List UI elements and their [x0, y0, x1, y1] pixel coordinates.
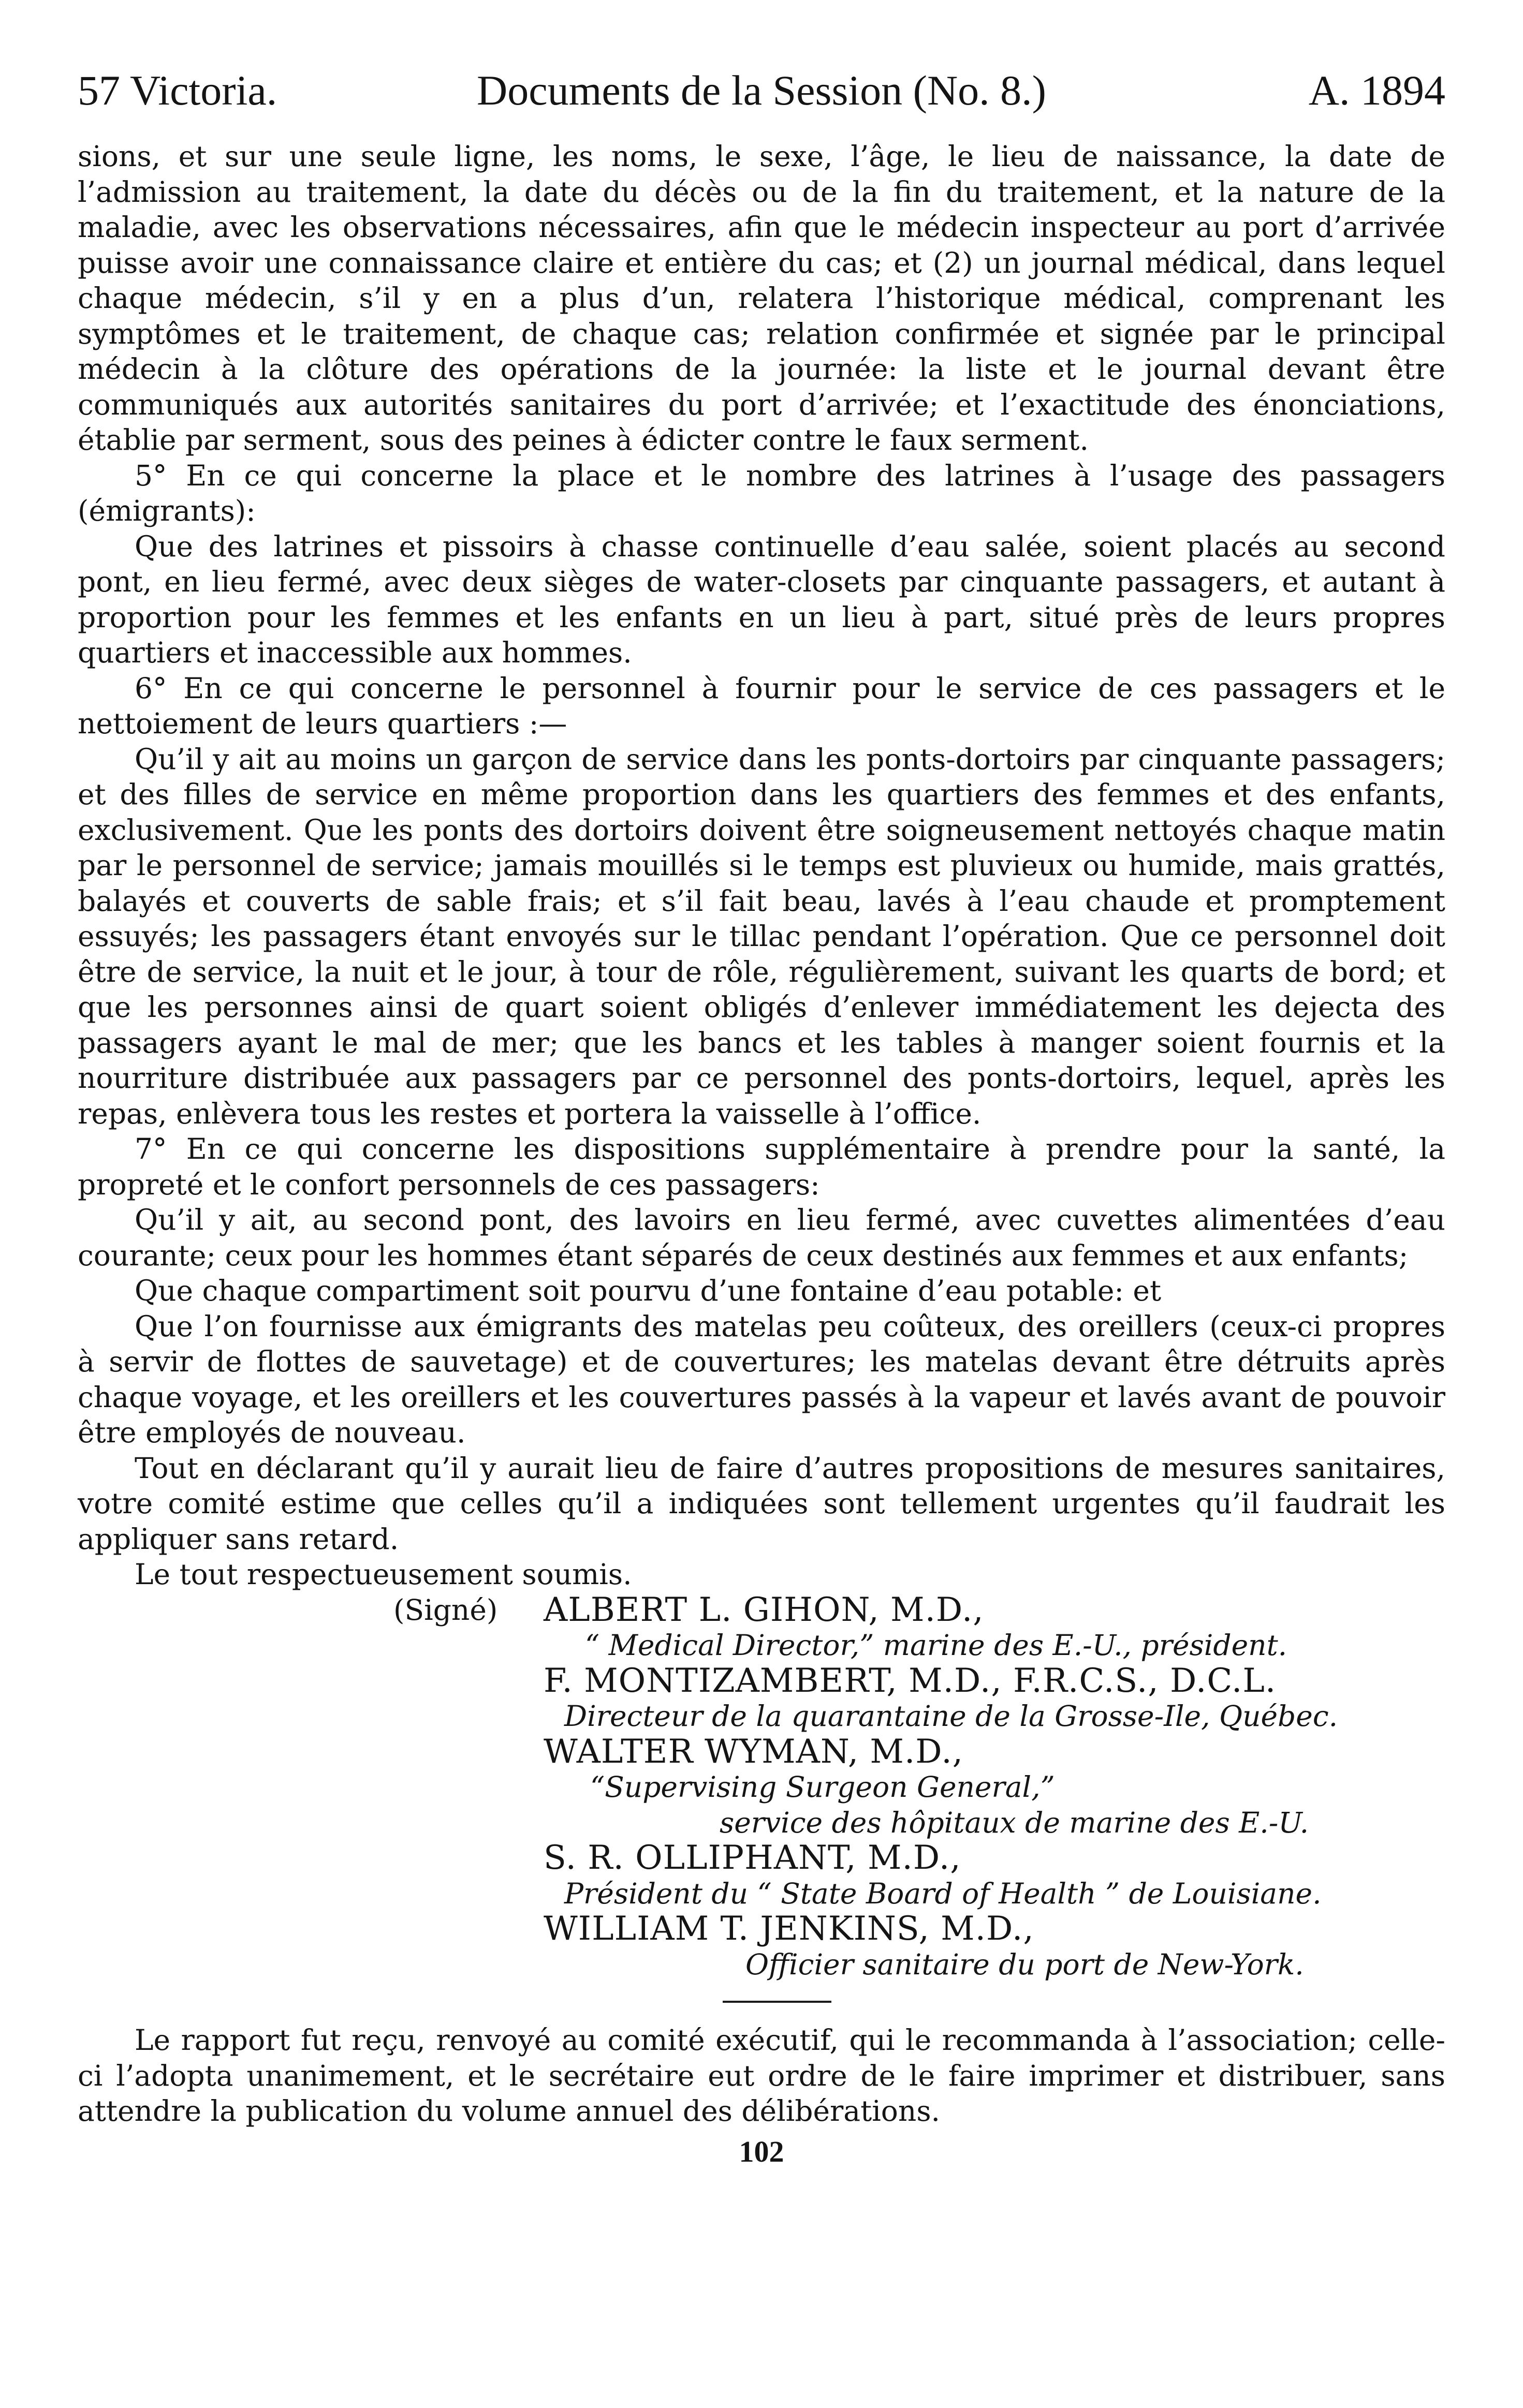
- signature-title-line: [78, 1628, 1445, 1663]
- signature-title-line: [78, 1698, 1445, 1734]
- body-text: [78, 139, 1445, 1592]
- signatory-title: Directeur de la quarantaine de la Grosse-Ile, Québec.: [564, 1700, 1338, 1733]
- signature-line: [78, 1592, 1445, 1628]
- paragraph-service-staff: Qu’il y ait au moins un garçon de service dans les ponts-dortoirs par cinquante passagers; et des filles de service en même proportion dans les quartiers des femmes et des enfants, exclusivement. Que les ponts des dortoirs doivent être soigneusement nettoyés chaque matin par le personnel de service; jamais mouillés si le temps est pluvieux ou humide, mais grattés, balayés et couverts de sable frais; et s’il fait beau, lavés à l’eau chaude et promptement essuyés; les passagers étant envoyés sur le tillac pendant l’opération. Que ce personnel doit être de service, la nuit et le jour, à tour de rôle, régulièrement, suivant les quarts de bord; et que les personnes ainsi de quart soient obligés d’enlever immédiatement les dejecta des passagers ayant le mal de mer; que les bancs et les tables à manger soient fournis et la nourriture distribuée aux passagers par ce personnel des ponts-dortoirs, lequel, après les repas, enlèvera tous les restes et portera la vaisselle à l’office.: [78, 742, 1445, 1130]
- paragraph-urgency: Tout en déclarant qu’il y aurait lieu de faire d’autres propositions de mesures sanitaires, votre comité estime que celles qu’il a indiquées sont tellement urgentes qu’il faudrait les appliquer sans retard.: [78, 1451, 1445, 1556]
- signatory-name: WILLIAM T. JENKINS, M.D.,: [544, 1910, 1034, 1948]
- paragraph-mattresses: Que l’on fournisse aux émigrants des matelas peu coûteux, des oreillers (ceux-ci propres à servir de flottes de sauvetage) et de couvertures; les matelas devant être détruits après chaque voyage, et les oreillers et les couvertures passés à la vapeur et lavés avant de pouvoir être employés de nouveau.: [78, 1309, 1445, 1449]
- signature-title-line: [78, 1805, 1445, 1841]
- signature-line: [78, 1911, 1445, 1947]
- closing-paragraph: Le rapport fut reçu, renvoyé au comité exécutif, qui le recommanda à l’association; celle-ci l’adopta unanimement, et le secrétaire eut ordre de le faire imprimer et distribuer, sans attendre la publication du volume annuel des délibérations.: [78, 2023, 1445, 2128]
- signatory-name: S. R. OLLIPHANT, M.D.,: [544, 1839, 961, 1877]
- paragraph-item-6-heading: 6° En ce qui concerne le personnel à fournir pour le service de ces passagers et le nettoiement de leurs quartiers :—: [78, 671, 1445, 740]
- closing-section: [78, 2022, 1445, 2129]
- page-number: 102: [739, 2134, 784, 2168]
- signature-title-line: [78, 1769, 1445, 1805]
- signatory-title: “Supervising Surgeon General,”: [590, 1770, 1055, 1804]
- signature-block: [78, 1592, 1445, 1983]
- paragraph-fountain: Que chaque compartiment soit pourvu d’une fontaine d’eau potable: et: [135, 1274, 1162, 1307]
- header-volume: 57 Victoria.: [78, 67, 277, 114]
- signature-line: [78, 1734, 1445, 1770]
- header-year: A. 1894: [1308, 67, 1445, 114]
- signatory-title: Officier sanitaire du port de New-York.: [745, 1947, 1304, 1981]
- paragraph-item-7-heading: 7° En ce qui concerne les dispositions supplémentaire à prendre pour la santé, la propreté et le confort personnels de ces passagers:: [78, 1132, 1445, 1201]
- paragraph-continuation: sions, et sur une seule ligne, les noms, le sexe, l’âge, le lieu de naissance, la date de l’admission au traitement, la date du décès ou de la fin du traitement, et la nature de la maladie, avec les observations nécessaires, afin que le médecin inspecteur au port d’arrivée puisse avoir une connaissance claire et entière du cas; et (2) un journal médical, dans lequel chaque médecin, s’il y en a plus d’un, relatera l’historique médical, comprenant les symptômes et le traitement, de chaque cas; relation confirmée et signée par le principal médecin à la clôture des opérations de la journée: la liste et le journal devant être communiqués aux autorités sanitaires du port d’arrivée; et l’exactitude des énonciations, établie par serment, sous des peines à édicter contre le faux serment.: [78, 140, 1445, 456]
- signed-label: (Signé): [393, 1593, 498, 1627]
- signatory-name: WALTER WYMAN, M.D.,: [544, 1732, 963, 1771]
- signature-title-line: [78, 1876, 1445, 1912]
- signature-line: [78, 1840, 1445, 1876]
- signatory-name: F. MONTIZAMBERT, M.D., F.R.C.S., D.C.L.: [544, 1661, 1277, 1700]
- signature-line: [78, 1663, 1445, 1699]
- paragraph-item-5-heading: 5° En ce qui concerne la place et le nombre des latrines à l’usage des passagers (émigrants):: [78, 459, 1445, 527]
- signatory-title-continued: service des hôpitaux de marine des E.-U.: [720, 1806, 1309, 1839]
- signatory-title: Président du “ State Board of Health ” de Louisiane.: [564, 1877, 1322, 1910]
- signatory-name: ALBERT L. GIHON, M.D.,: [544, 1590, 984, 1629]
- section-divider: [723, 2001, 831, 2003]
- signature-title-line: [78, 1947, 1445, 1983]
- paragraph-latrines: Que des latrines et pissoirs à chasse continuelle d’eau salée, soient placés au second pont, en lieu fermé, avec deux sièges de water-closets par cinquante passagers, et autant à proportion pour les femmes et les enfants en un lieu à part, situé près de leurs propres quartiers et inaccessible aux hommes.: [78, 529, 1445, 669]
- running-header: [78, 62, 1445, 119]
- paragraph-submitted: Le tout respectueusement soumis.: [135, 1558, 632, 1591]
- paragraph-lavatories: Qu’il y ait, au second pont, des lavoirs en lieu fermé, avec cuvettes alimentées d’eau courante; ceux pour les hommes étant séparés de ceux destinés aux femmes et aux enfants;: [78, 1203, 1445, 1272]
- header-title: Documents de la Session (No. 8.): [477, 67, 1046, 114]
- signatory-title: “ Medical Director,” marine des E.-U., président.: [585, 1629, 1287, 1662]
